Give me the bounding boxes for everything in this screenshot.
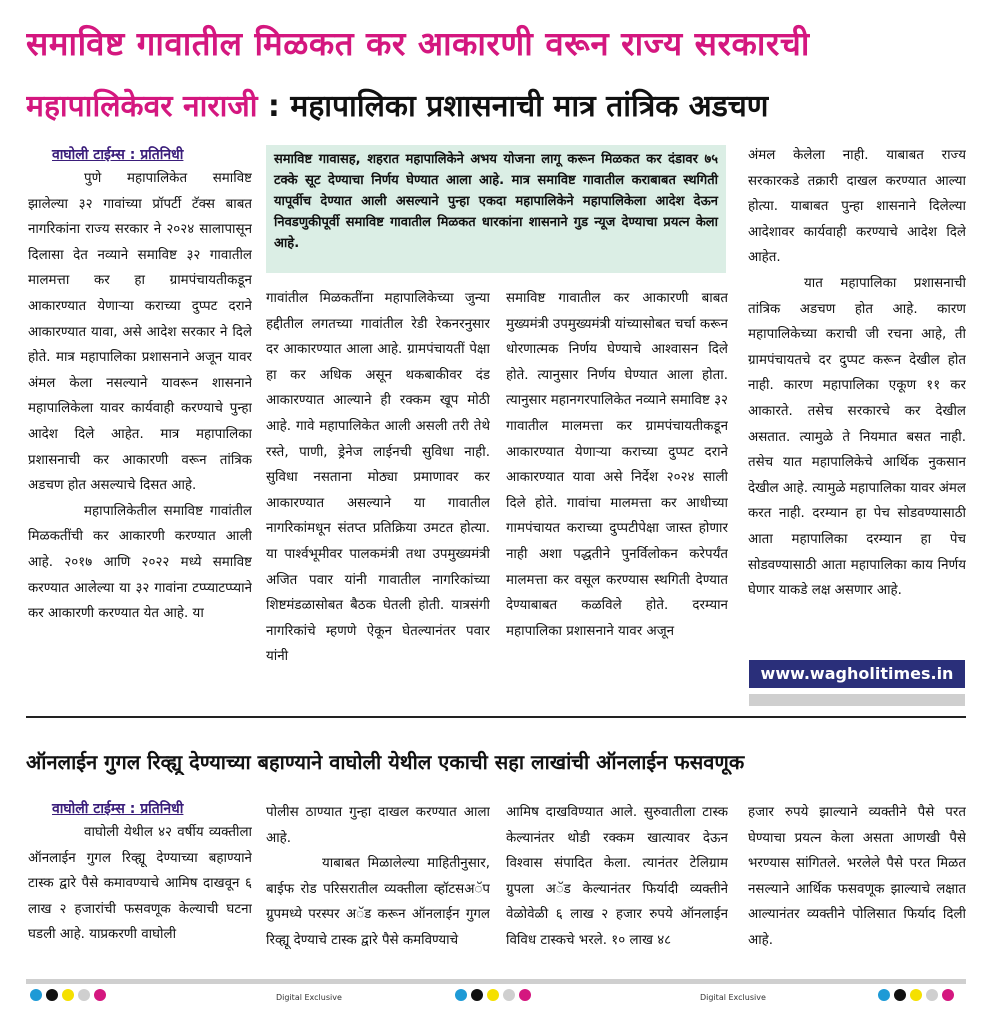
gray-registration-dot: [503, 989, 515, 1001]
article2-column-1: [28, 798, 252, 976]
magenta-registration-dot: [942, 989, 954, 1001]
article2-col3-text: आमिष दाखविण्यात आले. सुरुवातीला टास्क केल्यानंतर थोडी रक्कम खात्यावर देऊन विश्वास संपादित केला. त्यानंतर टेलिग्राम ग्रुपला अॅड केल्यानंतर फिर्यादी व्यक्तीने वेळोवेळी ६ लाख २ हजार रुपये ऑनलाईन विविध टास्कचे भरले. १० लाख ४८: [506, 805, 728, 948]
website-url-link[interactable]: www.wagholitimes.in: [749, 660, 965, 688]
black-registration-dot: [471, 989, 483, 1001]
magenta-registration-dot: [94, 989, 106, 1001]
cyan-registration-dot: [455, 989, 467, 1001]
cyan-registration-dot: [30, 989, 42, 1001]
article2-column-2: [266, 800, 490, 976]
article1-col1-para1: पुणे महापालिकेत समाविष्ट झालेल्या ३२ गावांच्या प्रॉपर्टी टॅक्स बाबत नागरिकांना राज्य सरकार ने २०२४ सालापासून दिलासा देत नव्याने समाविष्ट ३२ गावातील मालमत्ता कर हा ग्रामपंचायतीकडून आकारण्यात येणाऱ्या कराच्या दुप्पट दराने आकारण्यात यावा, असे आदेश सरकार ने दिले होते. मात्र महापालिका प्रशासनाने अजून यावर अंमल केला नसल्याने यावरून शासनाने महापालिकेला यावर कार्यवाही करण्याचे पुन्हा आदेश दिले आहेत. मात्र महापालिका प्रशासनाची कर आकारणी वरून तांत्रिक अडचण होत असल्याचे दिसत आहे.: [28, 171, 252, 494]
article1-col4-para2: यात महापालिका प्रशासनाची तांत्रिक अडचण होत आहे. कारण महापालिकेच्या कराची जी रचना आहे, ती ग्रामपंचायतचे दर दुप्पट करून देखील होत नाही. कारण महापालिका एकूण ११ कर आकारते. तसेच सरकारचे कर देखील असतात. त्यामुळे ते नियमात बसत नाही. तसेच यात महापालिकेचे आर्थिक नुकसान देखील आहे. त्यामुळे महापालिका यावर अंमल करत नाही. दरम्यान हा पेच सोडवण्यासाठी आता महापालिका दरम्यान हा पेच सोडवण्यासाठी आता महापालिका काय निर्णय घेणार याकडे लक्ष असणार आहे.: [748, 275, 966, 599]
article2-col2-para1: पोलीस ठाण्यात गुन्हा दाखल करण्यात आला आहे.: [266, 805, 490, 846]
article1-col4-para1: अंमल केलेला नाही. याबाबत राज्य सरकारकडे तक्रारी दाखल करण्यात आल्या होत्या. याबाबत पुन्हा शासनाने दिलेल्या आदेशावर कार्यवाही करण्याचे आदेश दिले आहेत.: [748, 148, 966, 266]
footer-color-dots-right: [878, 989, 958, 1001]
article2-column-3: [506, 800, 728, 976]
article1-column-2: [266, 286, 490, 720]
article1-highlight-box: [266, 145, 726, 273]
url-underline-strip: [749, 694, 965, 706]
yellow-registration-dot: [487, 989, 499, 1001]
magenta-registration-dot: [519, 989, 531, 1001]
gray-registration-dot: [78, 989, 90, 1001]
cyan-registration-dot: [878, 989, 890, 1001]
headline-separator: :: [257, 89, 291, 124]
footer-label-right: Digital Exclusive: [700, 993, 766, 1002]
article1-headline-line1: समाविष्ट गावातील मिळकत कर आकारणी वरून राज्य सरकारची: [26, 24, 810, 63]
article2-col2-para2: याबाबत मिळालेल्या माहितीनुसार, बाईफ रोड परिसरातील व्यक्तीला व्हॉटसअॅप ग्रुपमध्ये परस्पर अॅड करून ऑनलाईन गुगल रिव्ह्यू देण्याचे टास्क द्वारे पैसे कमविण्याचे: [266, 856, 490, 948]
headline-pink-part: महापालिकेवर नाराजी: [26, 89, 258, 124]
article2-column-4: [748, 800, 966, 976]
black-registration-dot: [46, 989, 58, 1001]
article1-highlight-text: समाविष्ट गावासह, शहरात महापालिकेने अभय योजना लागू करून मिळकत कर दंडावर ७५ टक्के सूट देण्याचा निर्णय घेण्यात आला आहे. मात्र समाविष्ट गावातील कराबाबत स्थगिती यापूर्वीच देण्यात आली असल्याने पुन्हा एकदा महापालिकेने महापालिकेला आदेश देऊन निवडणुकीपूर्वी समाविष्ट गावातील मिळकत धारकांना शासनाने गुड न्यूज देण्याचा प्रयत्न केला आहे.: [274, 152, 718, 251]
yellow-registration-dot: [62, 989, 74, 1001]
yellow-registration-dot: [910, 989, 922, 1001]
article1-col1-para2: महापालिकेतील समाविष्ट गावांतील मिळकतींची कर आकारणी करण्यात आली आहे. २०१७ आणि २०२२ मध्ये समाविष्ट करण्यात आलेल्या या ३२ गावांना टप्प्याटप्प्याने कर आकारणी करण्यात येत आहे. या: [28, 503, 252, 622]
article1-headline-line2: [26, 84, 769, 125]
footer-gray-bar: [26, 979, 966, 984]
article1-col2-text: गावांतील मिळकतींना महापालिकेच्या जुन्या हद्दीतील लगतच्या गावांतील रेडी रेकनरनुसार दर आकारण्यात आला आहे. ग्रामपंचायतीं पेक्षा हा कर अधिक असून थकबाकीवर दंड आकारण्यात आल्याने ही रक्कम खूप मोठी आहे. गावे महापालिकेत आली असली तरी तेथे रस्ते, पाणी, ड्रेनेज लाईनची सुविधा नाही. सुविधा नसताना मोठ्या प्रमाणावर कर आकारण्यात असल्याने या गावातील नागरिकांमधून संतप्त प्रतिक्रिया उमटत होत्या. या पार्श्वभूमीवर पालकमंत्री तथा उपमुख्यमंत्री अजित पवार यांनी गावातील नागरिकांच्या शिष्टमंडळासोबत बैठक घेतली होती. यात्रसंगी नागरिकांचे म्हणणे ऐकून घेतल्यानंतर पवार यांनी: [266, 291, 490, 665]
article1-col3-text: समाविष्ट गावातील कर आकारणी बाबत मुख्यमंत्री उपमुख्यमंत्री यांच्यासोबत चर्चा करून धोरणात्मक निर्णय घेण्याचे आश्वासन दिले होते. त्यानुसार निर्णय घेण्यात आला होता. त्यानुसार महानगरपालिकेत नव्याने समाविष्ट ३२ गावातील मालमत्ता कर ग्रामपंचायतीकडून आकारण्यात येणाऱ्या कराच्या दुप्पट दराने आकारण्यात यावा असे निर्देश २०२४ साली दिले होते. गावांचा मालमत्ता कर आधीच्या गामपंचायत कराच्या दुप्पटीपेक्षा जास्त होणार नाही अशा पद्धतीने पुनर्विलोकन करेपर्यंत मालमत्ता कर वसूल करण्यास स्थगिती देण्यात देण्याबाबत कळविले होते. दरम्यान महापालिका प्रशासनाने यावर अजून: [506, 291, 728, 639]
section-divider: [26, 716, 966, 718]
footer-label-left: Digital Exclusive: [276, 993, 342, 1002]
headline-black-part: महापालिका प्रशासनाची मात्र तांत्रिक अडचण: [290, 89, 769, 124]
gray-registration-dot: [926, 989, 938, 1001]
article1-byline: वाघोली टाईम्स : प्रतिनिधी: [52, 147, 184, 163]
article1-column-1: [28, 144, 252, 720]
footer-color-dots-left: [30, 989, 110, 1001]
article1-column-4: [748, 143, 966, 655]
article2-col4-text: हजार रुपये झाल्याने व्यक्तीने पैसे परत घेण्याचा प्रयत्न केला असता आणखी पैसे भरण्यास सांगितले. भरलेले पैसे परत मिळत नसल्याने आर्थिक फसवणूक झाल्याचे लक्षात आल्यानंतर व्यक्तीने पोलिसात फिर्याद दिली आहे.: [748, 805, 966, 948]
footer-color-dots-middle: [455, 989, 535, 1001]
article1-column-3: [506, 286, 728, 720]
article2-byline: वाघोली टाईम्स : प्रतिनिधी: [52, 801, 184, 817]
article2-col1-text: वाघोली येथील ४२ वर्षीय व्यक्तीला ऑनलाईन गुगल रिव्ह्यू देण्याच्या बहाण्याने टास्क द्वारे पैसे कमावण्याचे आमिष दाखवून ६ लाख २ हजारांची फसवणूक केल्याची घटना घडली आहे. याप्रकरणी वाघोली: [28, 825, 252, 943]
article2-headline: ऑनलाईन गुगल रिव्ह्यू देण्याच्या बहाण्याने वाघोली येथील एकाची सहा लाखांची ऑनलाईन फसवणूक: [26, 750, 745, 774]
black-registration-dot: [894, 989, 906, 1001]
